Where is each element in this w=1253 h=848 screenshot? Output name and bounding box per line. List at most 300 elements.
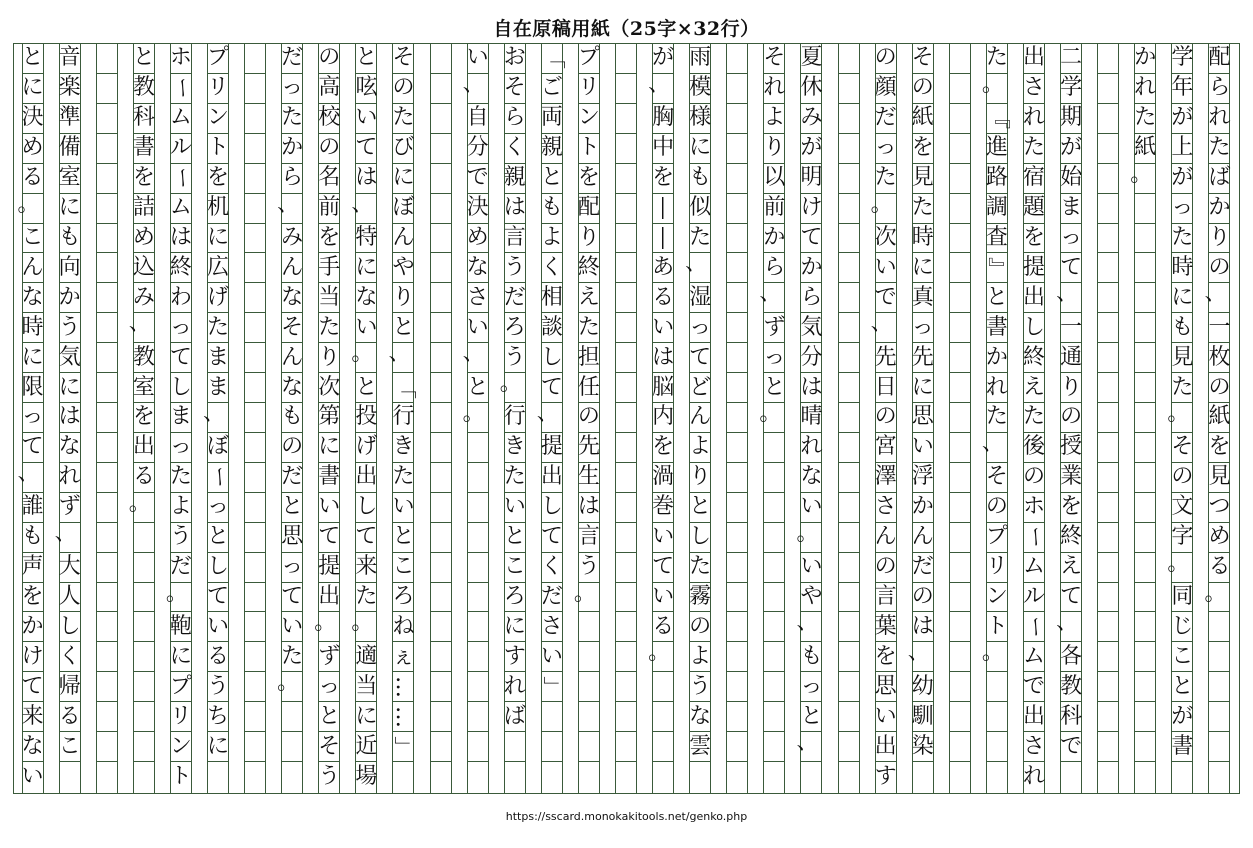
manuscript-cell: ま <box>208 373 228 403</box>
manuscript-cell <box>1098 283 1118 313</box>
manuscript-column <box>981 44 1010 793</box>
manuscript-cell <box>1098 343 1118 373</box>
manuscript-cell: 、 <box>468 343 488 373</box>
manuscript-cell <box>764 433 784 463</box>
manuscript-cell <box>431 253 451 283</box>
manuscript-cell: し <box>356 493 376 523</box>
manuscript-cell: え <box>1061 553 1081 583</box>
manuscript-cell: ら <box>1209 74 1229 104</box>
manuscript-cell: プ <box>171 672 191 702</box>
manuscript-cell: っ <box>23 403 43 433</box>
manuscript-cell <box>97 194 117 224</box>
manuscript-cell <box>97 343 117 373</box>
manuscript-cell: に <box>393 164 413 194</box>
manuscript-cell <box>245 642 265 672</box>
manuscript-cell: 同 <box>1172 583 1192 613</box>
manuscript-cell: 書 <box>134 134 154 164</box>
manuscript-cell: い <box>393 493 413 523</box>
manuscript-cell: そ <box>764 44 784 74</box>
manuscript-cell: り <box>319 343 339 373</box>
manuscript-cell <box>245 134 265 164</box>
manuscript-cell: た <box>393 104 413 134</box>
manuscript-cell: に <box>319 433 339 463</box>
manuscript-cell: と <box>393 313 413 343</box>
manuscript-cell <box>950 672 970 702</box>
manuscript-cell: リ <box>171 702 191 732</box>
manuscript-cell: 中 <box>653 134 673 164</box>
manuscript-cell <box>1098 732 1118 762</box>
manuscript-cell <box>839 194 859 224</box>
manuscript-cell <box>97 164 117 194</box>
manuscript-cell: っ <box>801 672 821 702</box>
manuscript-cell: た <box>208 313 228 343</box>
manuscript-cell: は <box>653 343 673 373</box>
manuscript-cell: 模 <box>690 74 710 104</box>
manuscript-cell <box>727 373 747 403</box>
manuscript-cell <box>431 702 451 732</box>
manuscript-cell <box>97 463 117 493</box>
manuscript-cell: か <box>23 612 43 642</box>
manuscript-cell: ず <box>319 642 339 672</box>
manuscript-cell <box>97 553 117 583</box>
manuscript-column <box>1204 44 1231 793</box>
manuscript-cell: 分 <box>468 134 488 164</box>
manuscript-cell <box>1135 762 1155 792</box>
manuscript-cell: て <box>319 523 339 553</box>
manuscript-column <box>462 44 489 793</box>
manuscript-cell <box>1135 583 1155 613</box>
manuscript-cell: い <box>653 523 673 553</box>
manuscript-cell <box>1209 702 1229 732</box>
manuscript-cell: 音 <box>60 44 80 74</box>
manuscript-cell: る <box>208 642 228 672</box>
manuscript-cell: も <box>282 403 302 433</box>
manuscript-cell <box>727 313 747 343</box>
manuscript-cell: 決 <box>468 194 488 224</box>
manuscript-cell: 前 <box>319 194 339 224</box>
manuscript-cell <box>97 523 117 553</box>
manuscript-cell <box>97 583 117 613</box>
manuscript-cell <box>950 433 970 463</box>
manuscript-column <box>1022 44 1048 793</box>
manuscript-cell: り <box>393 283 413 313</box>
manuscript-cell <box>727 134 747 164</box>
manuscript-cell <box>245 403 265 433</box>
manuscript-cell <box>1135 553 1155 583</box>
manuscript-cell: 配 <box>1209 44 1229 74</box>
manuscript-cell: 馴 <box>913 702 933 732</box>
manuscript-cell: て <box>690 343 710 373</box>
manuscript-cell: の <box>913 583 933 613</box>
manuscript-cell: い <box>876 702 896 732</box>
manuscript-cell: 先 <box>913 343 933 373</box>
manuscript-cell <box>950 343 970 373</box>
manuscript-cell: い <box>913 433 933 463</box>
manuscript-cell <box>839 104 859 134</box>
manuscript-cell <box>1098 373 1118 403</box>
manuscript-cell: 呟 <box>356 74 376 104</box>
manuscript-cell: 書 <box>319 463 339 493</box>
manuscript-cell <box>950 493 970 523</box>
manuscript-cell: ン <box>987 583 1007 613</box>
manuscript-cell: 「 <box>542 44 562 74</box>
manuscript-cell: い <box>468 313 488 343</box>
manuscript-cell: 出 <box>1024 44 1044 74</box>
manuscript-cell: れ <box>801 433 821 463</box>
manuscript-cell: ぇ <box>393 642 413 672</box>
manuscript-cell: の <box>1209 253 1229 283</box>
manuscript-cell: 広 <box>208 253 228 283</box>
manuscript-cell <box>616 493 636 523</box>
manuscript-cell: っ <box>913 313 933 343</box>
manuscript-cell <box>245 732 265 762</box>
manuscript-cell <box>839 732 859 762</box>
manuscript-cell: は <box>801 373 821 403</box>
manuscript-cell <box>431 553 451 583</box>
manuscript-cell <box>245 612 265 642</box>
manuscript-cell <box>431 313 451 343</box>
manuscript-cell: ― <box>653 224 673 254</box>
manuscript-cell <box>839 762 859 792</box>
manuscript-cell: 、 <box>134 313 154 343</box>
manuscript-cell: た <box>282 642 302 672</box>
manuscript-column <box>165 44 194 793</box>
manuscript-cell <box>431 642 451 672</box>
manuscript-cell: 生 <box>579 463 599 493</box>
manuscript-cell: の <box>1209 373 1229 403</box>
manuscript-column <box>499 44 526 793</box>
manuscript-cell: に <box>690 134 710 164</box>
manuscript-cell <box>839 313 859 343</box>
manuscript-cell: 雨 <box>690 44 710 74</box>
manuscript-cell: に <box>23 343 43 373</box>
manuscript-cell <box>1098 642 1118 672</box>
manuscript-cell: 。 <box>1135 164 1155 194</box>
manuscript-cell: そ <box>913 44 933 74</box>
manuscript-column <box>615 44 637 793</box>
manuscript-cell: が <box>801 134 821 164</box>
manuscript-cell: 」 <box>542 672 562 702</box>
manuscript-cell: 教 <box>1061 672 1081 702</box>
manuscript-cell: の <box>913 74 933 104</box>
manuscript-cell <box>616 672 636 702</box>
manuscript-cell <box>282 762 302 792</box>
manuscript-cell <box>950 523 970 553</box>
manuscript-cell <box>579 732 599 762</box>
manuscript-cell <box>727 104 747 134</box>
manuscript-cell: 出 <box>356 463 376 493</box>
manuscript-cell <box>616 313 636 343</box>
manuscript-cell: い <box>21 764 44 790</box>
manuscript-cell: 終 <box>579 253 599 283</box>
manuscript-cell: を <box>653 164 673 194</box>
manuscript-cell <box>690 762 710 792</box>
manuscript-cell <box>727 642 747 672</box>
manuscript-cell: か <box>1209 194 1229 224</box>
manuscript-cell <box>245 253 265 283</box>
manuscript-cell: う <box>505 343 525 373</box>
manuscript-cell <box>1209 732 1229 762</box>
manuscript-cell <box>245 313 265 343</box>
manuscript-cell: 巻 <box>653 493 673 523</box>
manuscript-cell <box>616 224 636 254</box>
manuscript-cell: 授 <box>1061 433 1081 463</box>
manuscript-cell <box>245 44 265 74</box>
manuscript-cell: た <box>356 583 376 613</box>
manuscript-cell <box>579 612 599 642</box>
manuscript-cell: や <box>801 583 821 613</box>
manuscript-cell: 。 <box>987 74 1007 104</box>
manuscript-cell: う <box>690 672 710 702</box>
manuscript-cell <box>839 164 859 194</box>
manuscript-cell: 、 <box>764 283 784 313</box>
manuscript-cell: 先 <box>579 433 599 463</box>
manuscript-cell: に <box>356 253 376 283</box>
manuscript-cell: 、 <box>653 74 673 104</box>
manuscript-cell: 、 <box>60 523 80 553</box>
manuscript-cell <box>97 433 117 463</box>
manuscript-cell <box>1135 283 1155 313</box>
manuscript-cell: 終 <box>171 253 191 283</box>
manuscript-cell: 適 <box>356 642 376 672</box>
manuscript-cell <box>245 463 265 493</box>
manuscript-cell <box>764 762 784 792</box>
manuscript-cell: 。 <box>468 403 488 433</box>
manuscript-cell <box>245 194 265 224</box>
manuscript-cell <box>468 583 488 613</box>
manuscript-cell <box>727 224 747 254</box>
manuscript-cell: く <box>505 134 525 164</box>
manuscript-cell: リ <box>579 74 599 104</box>
manuscript-cell <box>913 762 933 792</box>
manuscript-cell: よ <box>764 104 784 134</box>
manuscript-cell: け <box>23 642 43 672</box>
manuscript-cell: 』 <box>987 253 1007 283</box>
manuscript-cell <box>431 762 451 792</box>
manuscript-cell: で <box>468 164 488 194</box>
manuscript-cell <box>1135 493 1155 523</box>
manuscript-cell <box>764 523 784 553</box>
manuscript-cell: つ <box>1209 493 1229 523</box>
manuscript-cell: 思 <box>876 672 896 702</box>
manuscript-cell: ー <box>1024 612 1044 642</box>
manuscript-cell: 上 <box>1172 134 1192 164</box>
manuscript-cell: を <box>319 224 339 254</box>
manuscript-cell: 紙 <box>1135 134 1155 164</box>
manuscript-cell: と <box>690 493 710 523</box>
manuscript-cell: て <box>356 134 376 164</box>
manuscript-cell <box>134 612 154 642</box>
manuscript-cell: い <box>356 104 376 134</box>
manuscript-cell: が <box>1172 104 1192 134</box>
manuscript-cell: に <box>60 194 80 224</box>
manuscript-cell: い <box>653 583 673 613</box>
manuscript-cell <box>653 762 673 792</box>
manuscript-cell <box>1098 762 1118 792</box>
manuscript-cell: 込 <box>134 253 154 283</box>
manuscript-cell: 言 <box>876 583 896 613</box>
manuscript-cell: に <box>171 642 191 672</box>
manuscript-cell: る <box>653 283 673 313</box>
manuscript-cell: だ <box>282 463 302 493</box>
manuscript-cell <box>950 44 970 74</box>
manuscript-cell: と <box>319 702 339 732</box>
manuscript-cell <box>1135 523 1155 553</box>
manuscript-cell: う <box>208 672 228 702</box>
manuscript-cell: 次 <box>319 373 339 403</box>
manuscript-cell: 似 <box>690 194 710 224</box>
manuscript-cell: は <box>171 224 191 254</box>
manuscript-cell: た <box>690 224 710 254</box>
manuscript-cell <box>653 732 673 762</box>
manuscript-cell <box>950 702 970 732</box>
manuscript-cell <box>1135 373 1155 403</box>
manuscript-cell: 、 <box>1061 612 1081 642</box>
manuscript-cell <box>764 583 784 613</box>
manuscript-cell: た <box>1024 134 1044 164</box>
manuscript-cell: 親 <box>505 164 525 194</box>
manuscript-cell: 文 <box>1172 493 1192 523</box>
manuscript-cell: ム <box>1024 553 1044 583</box>
manuscript-cell <box>431 283 451 313</box>
manuscript-cell <box>431 194 451 224</box>
manuscript-cell: て <box>171 343 191 373</box>
manuscript-cell <box>468 762 488 792</box>
manuscript-cell: う <box>318 764 341 790</box>
manuscript-cell <box>950 283 970 313</box>
manuscript-cell: ト <box>579 134 599 164</box>
manuscript-column <box>726 44 748 793</box>
manuscript-cell <box>1098 253 1118 283</box>
manuscript-cell: と <box>1172 672 1192 702</box>
manuscript-column <box>907 44 934 793</box>
manuscript-cell <box>431 74 451 104</box>
manuscript-cell <box>245 523 265 553</box>
manuscript-cell <box>950 313 970 343</box>
manuscript-cell: 親 <box>542 134 562 164</box>
manuscript-cell: た <box>171 463 191 493</box>
manuscript-cell: 提 <box>542 433 562 463</box>
manuscript-cell: 提 <box>1024 253 1044 283</box>
manuscript-cell <box>839 702 859 732</box>
manuscript-cell: 準 <box>60 104 80 134</box>
manuscript-cell <box>727 343 747 373</box>
manuscript-cell <box>468 702 488 732</box>
manuscript-cell: 真 <box>913 283 933 313</box>
manuscript-cell: 、 <box>1209 283 1229 313</box>
manuscript-cell <box>616 702 636 732</box>
manuscript-cell <box>431 134 451 164</box>
manuscript-cell <box>245 343 265 373</box>
manuscript-cell: え <box>579 283 599 313</box>
manuscript-cell <box>727 523 747 553</box>
manuscript-cell <box>616 44 636 74</box>
manuscript-cell: り <box>764 134 784 164</box>
manuscript-cell: 路 <box>987 164 1007 194</box>
manuscript-cell: う <box>60 313 80 343</box>
manuscript-cell <box>505 732 525 762</box>
manuscript-cell: う <box>171 523 191 553</box>
manuscript-cell: リ <box>987 553 1007 583</box>
manuscript-cell: な <box>282 373 302 403</box>
manuscript-cell <box>245 493 265 523</box>
manuscript-cell: 投 <box>356 403 376 433</box>
manuscript-column <box>870 44 897 793</box>
manuscript-cell: 声 <box>23 553 43 583</box>
manuscript-cell: っ <box>319 672 339 702</box>
manuscript-cell <box>282 732 302 762</box>
manuscript-cell <box>97 373 117 403</box>
manuscript-cell: ら <box>505 104 525 134</box>
manuscript-cell <box>1135 433 1155 463</box>
manuscript-cell <box>616 373 636 403</box>
manuscript-cell <box>839 134 859 164</box>
manuscript-cell: 鞄 <box>171 612 191 642</box>
manuscript-cell: よ <box>690 433 710 463</box>
manuscript-cell: り <box>579 224 599 254</box>
manuscript-cell <box>468 612 488 642</box>
manuscript-cell: は <box>913 612 933 642</box>
manuscript-cell: た <box>1209 134 1229 164</box>
manuscript-cell: い <box>542 642 562 672</box>
manuscript-cell: る <box>653 612 673 642</box>
manuscript-cell: ト <box>987 612 1007 642</box>
manuscript-cell: 向 <box>60 253 80 283</box>
manuscript-cell: の <box>319 134 339 164</box>
manuscript-cell: 担 <box>579 343 599 373</box>
manuscript-cell: 染 <box>913 732 933 762</box>
manuscript-cell <box>616 134 636 164</box>
manuscript-cell: 浮 <box>913 463 933 493</box>
manuscript-cell <box>839 403 859 433</box>
manuscript-cell: 人 <box>60 583 80 613</box>
manuscript-cell: か <box>801 253 821 283</box>
manuscript-cell <box>950 553 970 583</box>
manuscript-cell: 机 <box>208 194 228 224</box>
manuscript-cell <box>987 672 1007 702</box>
manuscript-cell: 査 <box>987 224 1007 254</box>
manuscript-cell: く <box>542 553 562 583</box>
manuscript-cell: ら <box>282 164 302 194</box>
manuscript-cell: ム <box>1024 642 1044 672</box>
manuscript-cell <box>1209 612 1229 642</box>
manuscript-cell: 科 <box>1061 702 1081 732</box>
manuscript-cell: っ <box>171 313 191 343</box>
manuscript-cell: 時 <box>1172 253 1192 283</box>
manuscript-cell: と <box>542 164 562 194</box>
manuscript-cell <box>245 164 265 194</box>
manuscript-cell: に <box>1172 283 1192 313</box>
manuscript-cell: と <box>356 44 376 74</box>
manuscript-cell <box>1098 104 1118 134</box>
manuscript-cell: げ <box>208 283 228 313</box>
manuscript-cell: 内 <box>653 403 673 433</box>
manuscript-cell: た <box>1135 104 1155 134</box>
manuscript-cell: そ <box>393 44 413 74</box>
manuscript-cell: み <box>134 283 154 313</box>
manuscript-cell: み <box>282 224 302 254</box>
manuscript-cell: を <box>134 403 154 433</box>
manuscript-cell <box>579 762 599 792</box>
manuscript-cell <box>431 672 451 702</box>
manuscript-cell: ル <box>1024 583 1044 613</box>
manuscript-cell: の <box>1172 463 1192 493</box>
manuscript-cell: り <box>1061 373 1081 403</box>
manuscript-cell: め <box>1209 523 1229 553</box>
manuscript-cell <box>616 74 636 104</box>
manuscript-cell <box>97 642 117 672</box>
manuscript-cell: を <box>579 164 599 194</box>
